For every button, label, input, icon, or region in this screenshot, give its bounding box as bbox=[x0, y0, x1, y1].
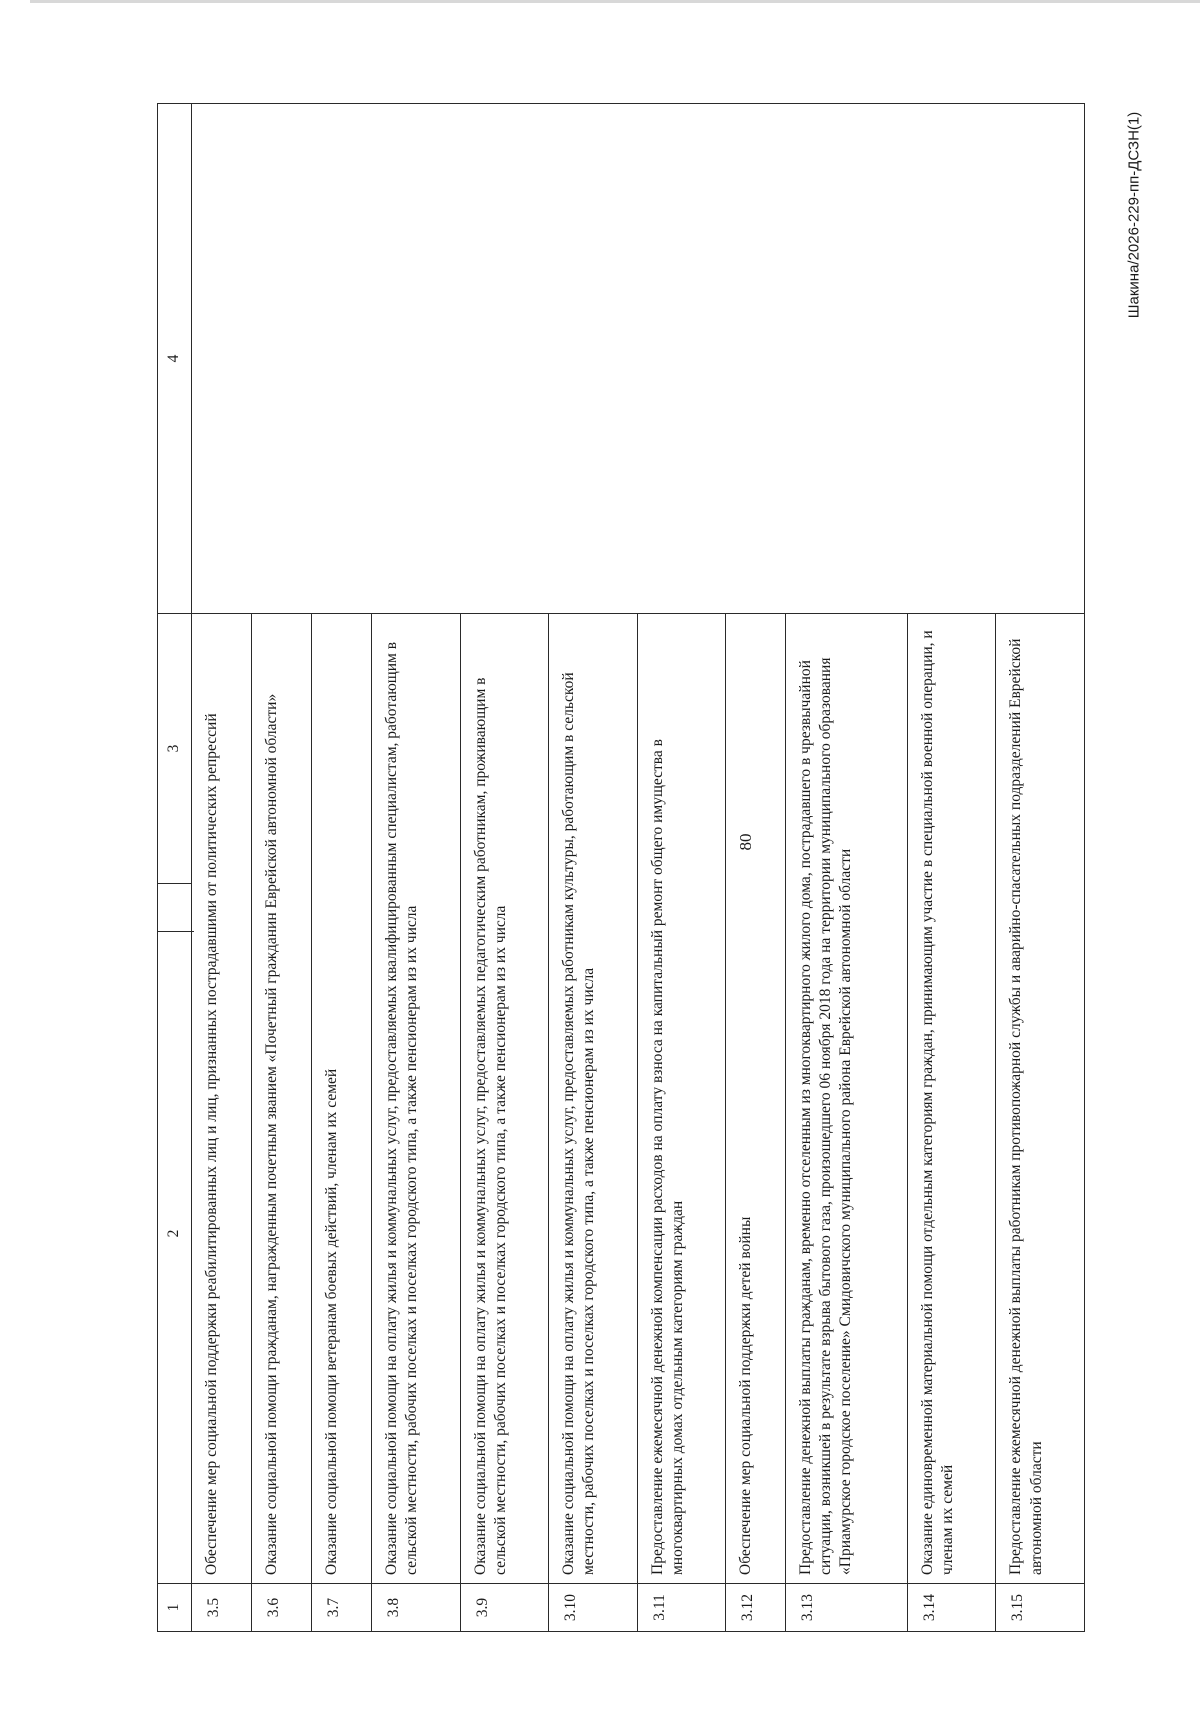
row-number: 3.15 bbox=[996, 1584, 1085, 1632]
row-description: Оказание социальной помощи гражданам, награжденным почетным званием «Почетный гражданин Еврейской автономной области» bbox=[252, 614, 312, 1584]
empty-column-4 bbox=[192, 104, 1085, 614]
row-description: Оказание социальной помощи на оплату жилья и коммунальных услуг, предоставляемых квалифицированным специалистам, работающим в сельской местности, рабочих поселках и поселках городского типа, а также пенсионерам из их числа bbox=[372, 614, 460, 1584]
row-number: 3.10 bbox=[549, 1584, 637, 1632]
row-number: 3.11 bbox=[637, 1584, 725, 1632]
header-col-4: 4 bbox=[158, 104, 192, 614]
rotated-table-container bbox=[157, 104, 1085, 1632]
row-number: 3.8 bbox=[372, 1584, 460, 1632]
document-code: Шакина/2026-229-пп-ДСЗН(1) bbox=[1125, 111, 1143, 319]
row-description: Обеспечение мер социальной поддержки реабилитированных лиц и лиц, признанных пострадавшими от политических репрессий bbox=[192, 614, 252, 1584]
row-number: 3.14 bbox=[907, 1584, 995, 1632]
header-divider-tick bbox=[158, 931, 194, 932]
header-col-3: 3 bbox=[158, 614, 192, 884]
row-number: 3.12 bbox=[725, 1584, 785, 1632]
row-description: Оказание социальной помощи на оплату жилья и коммунальных услуг, предоставляемых работникам культуры, работающим в сельской местности, рабочих поселках и поселках городского типа, а также пенсионерам из их числа bbox=[549, 614, 637, 1584]
row-number: 3.9 bbox=[460, 1584, 548, 1632]
row-number: 3.13 bbox=[786, 1584, 908, 1632]
header-row bbox=[158, 104, 192, 1632]
row-number: 3.6 bbox=[252, 1584, 312, 1632]
scan-edge bbox=[30, 0, 1200, 3]
row-number: 3.7 bbox=[312, 1584, 372, 1632]
measures-table bbox=[157, 103, 1085, 1632]
row-description: Оказание социальной помощи ветеранам боевых действий, членам их семей bbox=[312, 614, 372, 1584]
header-col-1: 1 bbox=[158, 1584, 192, 1632]
row-description: Оказание единовременной материальной помощи отдельным категориям граждан, принимающим участие в специальной военной операции, и членам их семей bbox=[907, 614, 995, 1584]
row-description: Предоставление ежемесячной денежной компенсации расходов на оплату взноса на капитальный ремонт общего имущества в многоквартирных домах отдельным категориям граждан bbox=[637, 614, 725, 1584]
row-description: Оказание социальной помощи на оплату жилья и коммунальных услуг, предоставляемых педагогическим работникам, проживающим в сельской местности, рабочих поселках и поселках городского типа, а также пенсионерам из их числа bbox=[460, 614, 548, 1584]
row-number: 3.5 bbox=[192, 1584, 252, 1632]
header-col-2: 2 bbox=[158, 884, 192, 1584]
row-description: Предоставление денежной выплаты гражданам, временно отселенным из многоквартирного жилого дома, пострадавшего в чрезвычайной ситуации, возникшей в результате взрыва бытового газа, произошедшего 06 ноября 2018 года на территории муниципального образования «Приамурское городское поселение» Смидовичского муниципального района Еврейской автономной области bbox=[786, 614, 908, 1584]
page-number: 80 bbox=[736, 833, 755, 851]
row-description: Обеспечение мер социальной поддержки детей войны bbox=[725, 614, 785, 1584]
row-description: Предоставление ежемесячной денежной выплаты работникам противопожарной службы и аварийно-спасательных подразделений Еврейской автономной области bbox=[996, 614, 1085, 1584]
table-row bbox=[192, 104, 252, 1632]
